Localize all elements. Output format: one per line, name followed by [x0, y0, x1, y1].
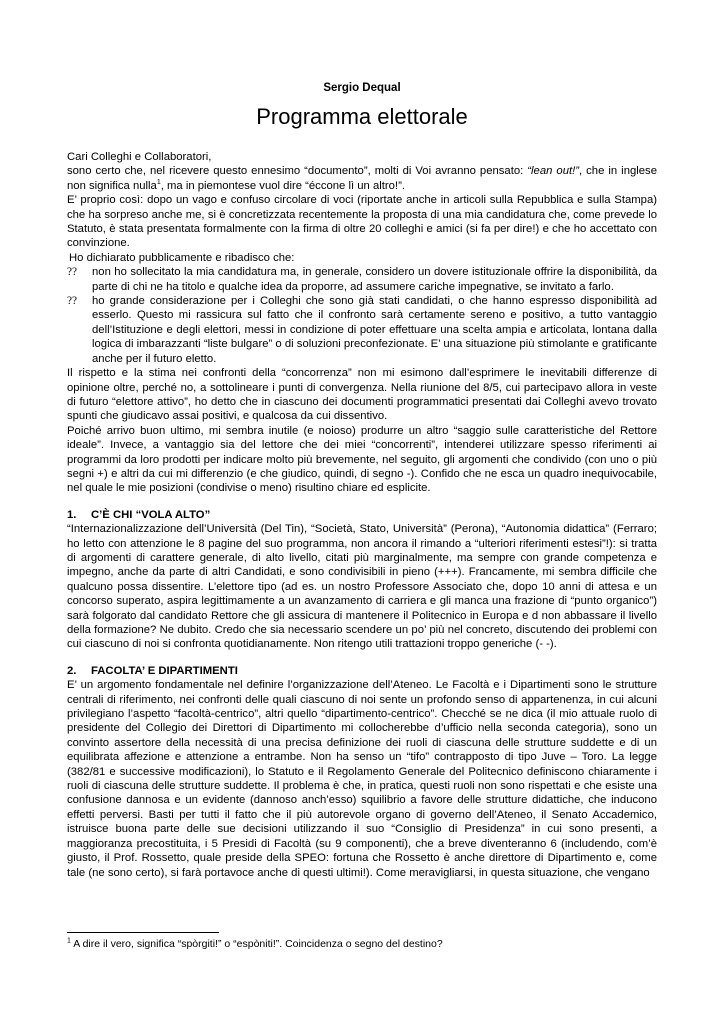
- bullet-item: [67, 294, 657, 366]
- intro-p1-a: sono certo che, nel ricevere questo ennesimo “documento”, molti di Voi avranno pensato:: [67, 165, 528, 178]
- document-title: Programma elettorale: [256, 104, 468, 129]
- bullet-item: [67, 265, 657, 294]
- section-2-text: E’ un argomento fondamentale nel definire l’organizzazione dell’Ateneo. Le Facoltà e i Dipartimenti sono le strutture centrali di riferimento, nei confronti delle quali ciascuno di noi sente un profondo senso di appartenenza, in cui alcuni privilegiano l’aspetto “facoltà-centrico”, altri quello “dipartimento-centrico”. Checché se ne dica (il mio attuale ruolo di presidente del Collegio dei Direttori di Dipartimento mi collocherebbe d’ufficio nella seconda categoria), sono un convinto assertore della necessità di una precisa definizione dei ruoli di ciascuna delle strutture suddette e di un equilibrata affezione e attenzione a entrambe. Non ha senso un “tifo” contrapposto di tipo Juve – Toro. La legge (382/81 e successive modificazioni), lo Statuto e il Regolamento Generale del Politecnico definiscono chiaramente i ruoli di ciascuna delle strutture suddette. Il problema è che, in pratica, questi ruoli non sono rispettati e che esiste una confusione dannosa e un evidente (dannoso anch’esso) squilibrio a favore delle strutture didattiche, che inducono effetti perversi. Basti per tutti il fatto che il più autorevole organo di governo dell’Ateneo, il Senato Accademico, istruisce buona parte delle sue decisioni utilizzando il suo “Consiglio di Presidenza” in cui sono presenti, a maggioranza precostituita, i 5 Presidi di Facoltà (su 9 componenti), che a breve diventeranno 6 (includendo, com’è giusto, il Prof. Rossetto, quale preside della SPEO: fortuna che Rossetto è anche direttore di Dipartimento e, come tale (ne sono certo), si farà portavoce anche di questi ultimi!). Come meravigliarsi, in questa situazione, che vengano: [67, 679, 657, 879]
- intro-paragraph-5: Poiché arrivo buon ultimo, mi sembra inutile (e noioso) produrre un altro “saggio sulle caratteristiche del Rettore ideale”. Invece, a vantaggio sia del lettore che dei miei “concorrenti”, intenderei utilizzare spesso riferimenti ai programmi da loro prodotti per indicare molto più brevemente, nel seguito, gli argomenti che condivido (con uno o più segni +) e altri da cui mi differenzio (e che giudico, quindi, di segno -). Confido che ne esca un quadro inequivocabile, nel quale le mie posizioni (condivise o meno) risultino chiare ed esplicite.: [67, 424, 657, 495]
- bullet-mark: ??: [67, 295, 78, 308]
- bullet-text: non ho sollecitato la mia candidatura ma, in generale, considero un dovere istituzionale offrire la disponibilità, da parte di chi ne ha titolo e qualche idea da proporre, ad assumere cariche impegnative, se invitato a farlo.: [92, 266, 657, 293]
- greeting: Cari Colleghi e Collaboratori,: [67, 151, 212, 163]
- section-heading-2: [67, 664, 657, 678]
- author-name: Sergio Dequal: [323, 82, 401, 94]
- document-page: [67, 82, 657, 880]
- footnote-number: 1: [67, 937, 71, 945]
- section-title: C’È CHI “VOLA ALTO”: [91, 508, 211, 521]
- intro-paragraph-3: Ho dichiarato pubblicamente e ribadisco che:: [69, 251, 295, 264]
- bullet-text: ho grande considerazione per i Colleghi che sono già stati candidati, o che hanno espresso disponibilità ad esserlo. Questo mi rassicura sul fatto che il confronto sarà certamente sereno e positivo, a tutto vantaggio dell’Istituzione e degli elettori, messi in condizione di poter effettuare una scelta ampia e articolata, lontana dalla logica di imbarazzanti “liste bulgare” o di soluzioni preconfezionate. E’ una situazione più stimolante e gratificante anche per il futuro eletto.: [92, 295, 657, 365]
- intro-p1-b: , che in inglese non significa nulla: [67, 165, 657, 192]
- bullet-mark: ??: [67, 266, 78, 279]
- intro-p1-c: , ma in piemontese vuol dire “éccone lì un altro!”.: [160, 179, 405, 192]
- footnote-reference: 1: [156, 179, 161, 187]
- intro-p1-italic: “lean out!”: [527, 165, 580, 178]
- footnote-divider: [67, 932, 219, 933]
- intro-paragraph-2: E’ proprio così: dopo un vago e confuso circolare di voci (riportate anche in articoli sulla Repubblica e sulla Stampa) che ha sorpreso anche me, si è concretizzata recentemente la proposta di una mia candidatura che, come prevede lo Statuto, è stata presentata formalmente con la firma di oltre 20 colleghi e amici (si fa per dire!) e che ho accettato con convinzione.: [67, 194, 657, 250]
- section-heading-1: [67, 508, 657, 522]
- footnote: [67, 938, 657, 951]
- section-1-text: “Internazionalizzazione dell’Università (Del Tin), “Società, Stato, Università” (Perona), “Autonomia didattica” (Ferraro; ho letto con attenzione le 8 pagine del suo programma, non ancora il rimando a “ulteriori riferimenti estesi”!): si tratta di argomenti di carattere generale, di alto livello, citati più marginalmente, ma sempre con grande competenza e impegno, anche da parte di altri Candidati, e sono condivisibili in pieno (+++). Francamente, mi sembra difficile che qualcuno possa dissentire. L’elettore tipo (ad es. un nostro Professore Associato che, dopo 10 anni di attesa e un concorso superato, aspira legittimamente a un avanzamento di carriera e gli manca una frazione di “punto organico”) sarà folgorato dal candidato Rettore che gli assicura di mantenere il Politecnico in Europa e d non abbassare il livello della formazione? Ne dubito. Credo che sia necessario scendere un po’ più nel concreto, discutendo dei problemi con cui ciascuno di noi si confronta quotidianamente. Non ritengo utili trattazioni troppo generiche (- -).: [67, 523, 657, 651]
- section-number: 1.: [67, 508, 77, 521]
- section-number: 2.: [67, 664, 77, 677]
- footnote-text: A dire il vero, significa “spòrgiti!” o “espòniti!”. Coincidenza o segno del destino?: [70, 938, 443, 950]
- intro-paragraph-4: Il rispetto e la stima nei confronti della “concorrenza” non mi esimono dall’esprimere le inevitabili differenze di opinione oltre, perché no, a sottolineare i punti di convergenza. Nella riunione del 8/5, cui partecipavo allora in veste di futuro “elettore attivo”, ho detto che in ciascuno dei documenti programmatici presentati dai Colleghi avevo trovato spunti che giudicavo assai positivi, e qualcosa da cui dissentivo.: [67, 367, 657, 423]
- section-title: FACOLTA’ E DIPARTIMENTI: [91, 664, 238, 677]
- intro-paragraph-1: [67, 164, 657, 193]
